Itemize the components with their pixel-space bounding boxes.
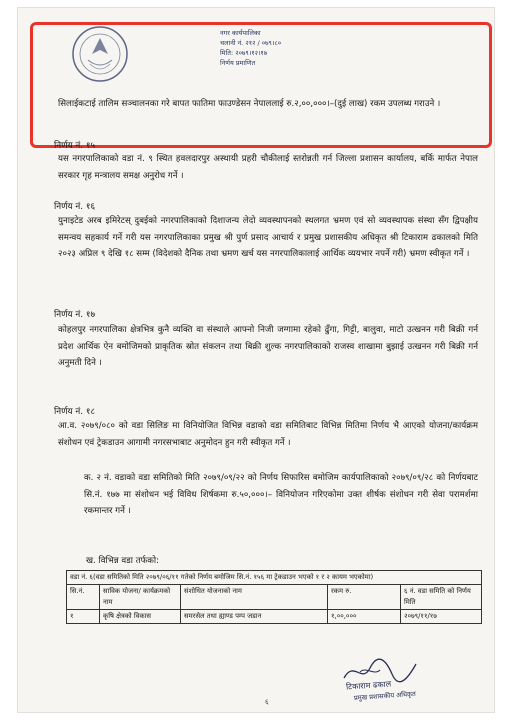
- table-cell: कृषि क्षेत्रको विकास: [100, 610, 181, 624]
- table-cell: समरसेल तथा ह्याण्ड पम्प जडान: [181, 610, 328, 624]
- table-header: ६ नं. वडा समिति को निर्णय मिति: [401, 585, 482, 610]
- signatory-name: टिकाराम ढकाल: [345, 679, 392, 692]
- intro-paragraph: सिलाईकटाई तालिम सञ्चालनका गरे बापत फातिमा फाउण्डेसन नेपाललाई रु.२,००,०००।–(दुई लाख) रकम उपलब्ध गराउने ।: [58, 99, 441, 109]
- table-header-row: [67, 585, 482, 610]
- decision-16-heading: निर्णय नं. १६: [54, 202, 96, 212]
- stamp-line: मिति: २०७९।१२।१७: [220, 49, 268, 57]
- decision-17-text: कोहलपुर नगरपालिका क्षेत्रभित्र कुनै व्यक्ति वा संस्थाले आफ्नो निजी जग्गामा रहेको ढुँगा, गिट्टी, बालुवा, माटो उत्खनन गरी बिक्री गर्न प्रदेश आर्थिक ऐन बमोजिमको प्राकृतिक स्रोत संकलन तथा बिक्री शुल्क नगरपालिकाको राजस्व शाखामा बुझाई उत्खनन गरी बिक्री गर्न अनुमती दिने ।: [58, 325, 478, 368]
- decision-16-text: युनाइटेड अरब इमिरेटस् दुबईको नगरपालिकाको दिशाजन्य लेदो व्यवस्थापनको स्थलगत भ्रमण एवं सो व्यवस्थापक संस्था सँग द्विपक्षीय समन्वय सहकार्य गर्ने गरी यस नगरपालिकाका प्रमुख श्री पुर्ण प्रसाद आचार्य र प्रमुख प्रशासकीय अधिकृत श्री टिकाराम ढकालको मिति २०२३ अप्रिल ९ देखि १८ सम्म (विदेशको दैनिक तथा भ्रमण खर्च यस नगरपालिकालाई आर्थिक व्ययभार नपर्ने गरी) भ्रमण स्वीकृत गर्ने ।: [58, 216, 478, 259]
- table-title: वडा नं. ६(वडा समितिको मिति २०७९/०६/११ गतेको निर्णय बमोजिम सि.नं. १५६ मा ट्रेकडाउन भएको १ र २ कायम भएकोमा): [67, 571, 482, 585]
- stamp-line: चलानी नं. २१२ / ०७९।८०: [220, 39, 282, 47]
- table-header: रकम रु.: [328, 585, 401, 610]
- stamp-line: नगर कार्यपालिका: [220, 29, 261, 37]
- decision-15-heading: निर्णय नं. १५: [54, 141, 96, 151]
- decision-18-kha-label: ख. विभिन्न वडा तर्फको:: [86, 556, 159, 566]
- decision-18-para-ka: क. २ नं. वडाको वडा समितिको मिति २०७९/०९/२२ को निर्णय सिफारिस बमोजिम कार्यपालिकाको २०७९/०९/२८ को निर्णयबाट सि.नं. १७७ मा संशोधन भई विविध शिर्षकमा रु.५०,०००।– विनियोजन गरिएकोमा उक्त शीर्षक संशोधन गरी सेवा परामर्शमा रकमान्तर गर्ने ।: [84, 473, 478, 516]
- signature-block: [326, 656, 466, 712]
- table-cell: २०७९/११/१७: [401, 610, 482, 624]
- table-cell: १: [67, 610, 100, 624]
- decision-17-heading: निर्णय नं. १७: [54, 310, 96, 320]
- table-header: साविक योजना/ कार्यक्रमको नाम: [100, 585, 181, 610]
- stamp-line: निर्णय प्रमाणित: [220, 59, 256, 67]
- ward-table: [66, 570, 482, 624]
- highlight-box: [30, 22, 492, 148]
- decision-18-para1: आ.व. २०७९/०८० को वडा सिलिङ मा विनियोजित विभिन्न वडाको वडा समितिबाट विभिन्न मितिमा निर्णय भै आएको योजना/कार्यक्रम संशोधन एवं ट्रेकडाउन आगामी नगरसभाबाट अनुमोदन हुन गरी स्वीकृत गर्ने ।: [58, 421, 478, 448]
- table-row: [67, 610, 482, 624]
- page-number: ६: [265, 698, 269, 706]
- decision-18-heading: निर्णय नं. १८: [54, 407, 96, 417]
- signatory-title: प्रमुख प्रशासकीय अधिकृत: [353, 689, 417, 703]
- table-header: सि.नं.: [67, 585, 100, 610]
- table-cell: १,००,०००: [328, 610, 401, 624]
- table-header: संशोधित योजनाको नाम: [181, 585, 328, 610]
- decision-15-text: यस नगरपालिकाको वडा नं. ९ स्थित हवलदारपुर अस्थायी प्रहरी चौकीलाई स्तरोन्नती गर्न जिल्ला प्रशासन कार्यालय, बर्कि मार्फत नेपाल सरकार गृह मन्त्रालय समक्ष अनुरोध गर्ने ।: [58, 154, 478, 181]
